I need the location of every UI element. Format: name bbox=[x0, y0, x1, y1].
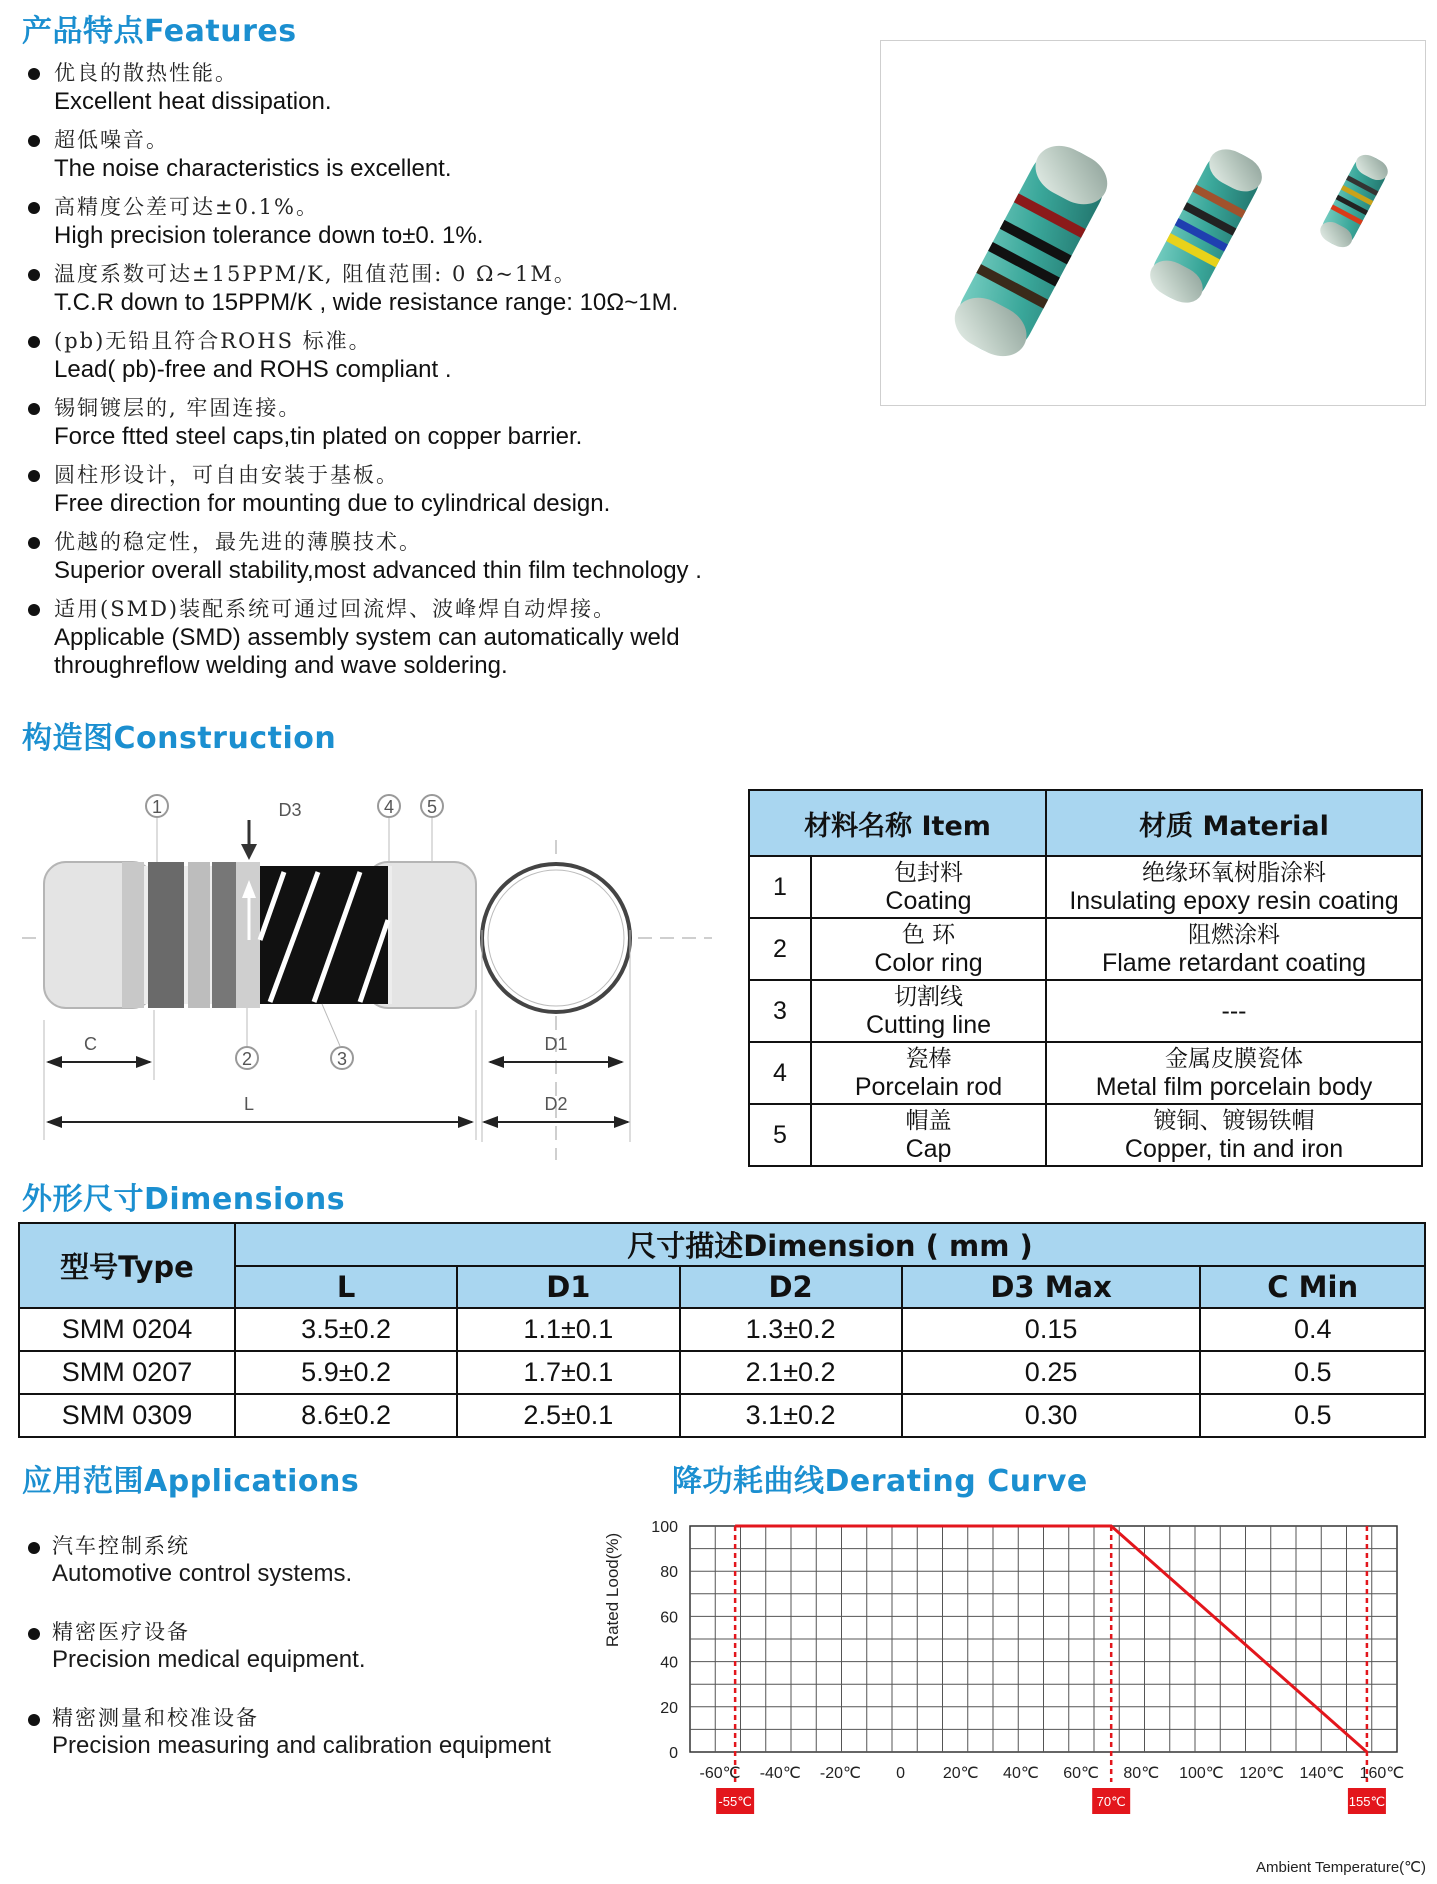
x-tick-label: 80℃ bbox=[1123, 1765, 1160, 1782]
features-title: 产品特点Features bbox=[22, 14, 297, 49]
x-tick-label: 40℃ bbox=[1003, 1765, 1039, 1782]
x-tick-label: -20℃ bbox=[819, 1765, 861, 1782]
col-d2: D2 bbox=[680, 1266, 902, 1308]
feature-item: 优越的稳定性，最先进的薄膜技术。 Superior overall stability,most advanced thin film technology . bbox=[22, 527, 742, 585]
x-tick-label: 140℃ bbox=[1299, 1765, 1345, 1782]
label-l: L bbox=[244, 1094, 255, 1114]
x-tick-label: 60℃ bbox=[1063, 1765, 1099, 1782]
table-row: 5 帽盖 Cap 镀铜、镀锡铁帽 Copper, tin and iron bbox=[749, 1104, 1422, 1166]
label-c: C bbox=[84, 1034, 97, 1054]
table-row: 3 切割线 Cutting line --- bbox=[749, 980, 1422, 1042]
x-tick-label: -40℃ bbox=[759, 1765, 801, 1782]
x-tick-label: -60℃ bbox=[699, 1765, 741, 1782]
label-5: 5 bbox=[426, 797, 438, 817]
marker-label: 70℃ bbox=[1096, 1794, 1126, 1809]
y-tick-label: 100 bbox=[651, 1519, 678, 1536]
table-row: SMM 0207 5.9±0.2 1.7±0.1 2.1±0.2 0.25 0.5 bbox=[19, 1351, 1425, 1394]
col-l: L bbox=[235, 1266, 457, 1308]
y-tick-label: 0 bbox=[669, 1745, 678, 1762]
product-photo bbox=[880, 40, 1426, 406]
y-axis-label: Rated Lood(%) bbox=[603, 1532, 622, 1648]
marker-label: 155℃ bbox=[1348, 1794, 1386, 1809]
y-tick-label: 80 bbox=[660, 1564, 678, 1582]
col-material: 材质 Material bbox=[1046, 790, 1422, 856]
x-tick-label: 20℃ bbox=[942, 1765, 979, 1782]
application-item: 精密医疗设备 Precision medical equipment. bbox=[22, 1618, 642, 1674]
label-1: 1 bbox=[151, 797, 163, 817]
bullet-icon bbox=[28, 604, 40, 616]
col-type: 型号Type bbox=[19, 1223, 235, 1308]
table-row: 2 色 环 Color ring 阻燃涂料 Flame retardant coating bbox=[749, 918, 1422, 980]
label-d1: D1 bbox=[544, 1034, 568, 1054]
table-header-row bbox=[749, 790, 1422, 856]
applications-list bbox=[22, 1532, 642, 1790]
col-group-dimension: 尺寸描述Dimension ( mm ) bbox=[235, 1223, 1425, 1266]
features-list bbox=[22, 58, 742, 689]
col-d3: D3 Max bbox=[902, 1266, 1201, 1308]
col-item: 材料名称 Item bbox=[749, 790, 1046, 856]
bullet-icon bbox=[28, 1542, 40, 1554]
label-d3: D3 bbox=[278, 800, 302, 820]
x-tick-label: 120℃ bbox=[1239, 1765, 1284, 1782]
table-row: 4 瓷棒 Porcelain rod 金属皮膜瓷体 Metal film porcelain body bbox=[749, 1042, 1422, 1104]
feature-item: 高精度公差可达±0.1%。 High precision tolerance down to±0. 1%. bbox=[22, 192, 742, 250]
material-table bbox=[748, 789, 1423, 1167]
bullet-icon bbox=[28, 336, 40, 348]
derating-title: 降功耗曲线Derating Curve bbox=[672, 1464, 1088, 1499]
bullet-icon bbox=[28, 68, 40, 80]
construction-diagram bbox=[22, 780, 722, 1160]
construction-title: 构造图Construction bbox=[22, 721, 337, 756]
applications-title: 应用范围Applications bbox=[22, 1464, 360, 1499]
y-tick-label: 60 bbox=[660, 1609, 678, 1627]
x-axis-label: Ambient Temperature(℃) bbox=[1256, 1859, 1426, 1876]
table-row: 1 包封料 Coating 绝缘环氧树脂涂料 Insulating epoxy resin coating bbox=[749, 856, 1422, 918]
x-tick-label: 100℃ bbox=[1179, 1765, 1224, 1782]
bullet-icon bbox=[28, 403, 40, 415]
resistor-photo-illustration bbox=[881, 41, 1427, 407]
feature-item: 圆柱形设计，可自由安装于基板。 Free direction for mounting due to cylindrical design. bbox=[22, 460, 742, 518]
x-tick-label: 0 bbox=[896, 1765, 906, 1782]
feature-item: 温度系数可达±15PPM/K, 阻值范围: 0 Ω~1M。 T.C.R down to 15PPM/K , wide resistance range: 10Ω~1M. bbox=[22, 259, 742, 317]
label-4: 4 bbox=[383, 797, 395, 817]
bullet-icon bbox=[28, 470, 40, 482]
marker-label: -55℃ bbox=[718, 1794, 752, 1809]
y-tick-label: 20 bbox=[660, 1699, 678, 1717]
x-tick-label: 160℃ bbox=[1359, 1765, 1405, 1782]
feature-item: 优良的散热性能。 Excellent heat dissipation. bbox=[22, 58, 742, 116]
bullet-icon bbox=[28, 1714, 40, 1726]
table-header-row bbox=[19, 1223, 1425, 1266]
derating-chart-svg bbox=[600, 1510, 1430, 1880]
label-d2: D2 bbox=[544, 1094, 568, 1114]
application-item: 精密测量和校准设备 Precision measuring and calibration equipment bbox=[22, 1704, 642, 1760]
bullet-icon bbox=[28, 135, 40, 147]
bullet-icon bbox=[28, 202, 40, 214]
bullet-icon bbox=[28, 1628, 40, 1640]
feature-item: (pb)无铅且符合ROHS 标准。 Lead( pb)-free and ROHS compliant . bbox=[22, 326, 742, 384]
feature-item: 锡铜镀层的, 牢固连接。 Force ftted steel caps,tin plated on copper barrier. bbox=[22, 393, 742, 451]
label-3: 3 bbox=[336, 1049, 348, 1069]
construction-drawing bbox=[22, 780, 722, 1160]
dimensions-table bbox=[18, 1222, 1426, 1438]
feature-item: 适用(SMD)装配系统可通过回流焊、波峰焊自动焊接。 Applicable (SMD) assembly system can automatically weld throughreflow welding and wave soldering. bbox=[22, 594, 742, 680]
feature-item: 超低噪音。 The noise characteristics is excellent. bbox=[22, 125, 742, 183]
bullet-icon bbox=[28, 269, 40, 281]
derating-chart bbox=[600, 1510, 1430, 1880]
dimensions-title: 外形尺寸Dimensions bbox=[22, 1182, 346, 1217]
col-d1: D1 bbox=[457, 1266, 679, 1308]
label-2: 2 bbox=[241, 1049, 253, 1069]
table-row: SMM 0204 3.5±0.2 1.1±0.1 1.3±0.2 0.15 0.4 bbox=[19, 1308, 1425, 1351]
col-c: C Min bbox=[1200, 1266, 1425, 1308]
application-item: 汽车控制系统 Automotive control systems. bbox=[22, 1532, 642, 1588]
bullet-icon bbox=[28, 537, 40, 549]
y-tick-label: 40 bbox=[660, 1654, 678, 1672]
table-row: SMM 0309 8.6±0.2 2.5±0.1 3.1±0.2 0.30 0.5 bbox=[19, 1394, 1425, 1437]
